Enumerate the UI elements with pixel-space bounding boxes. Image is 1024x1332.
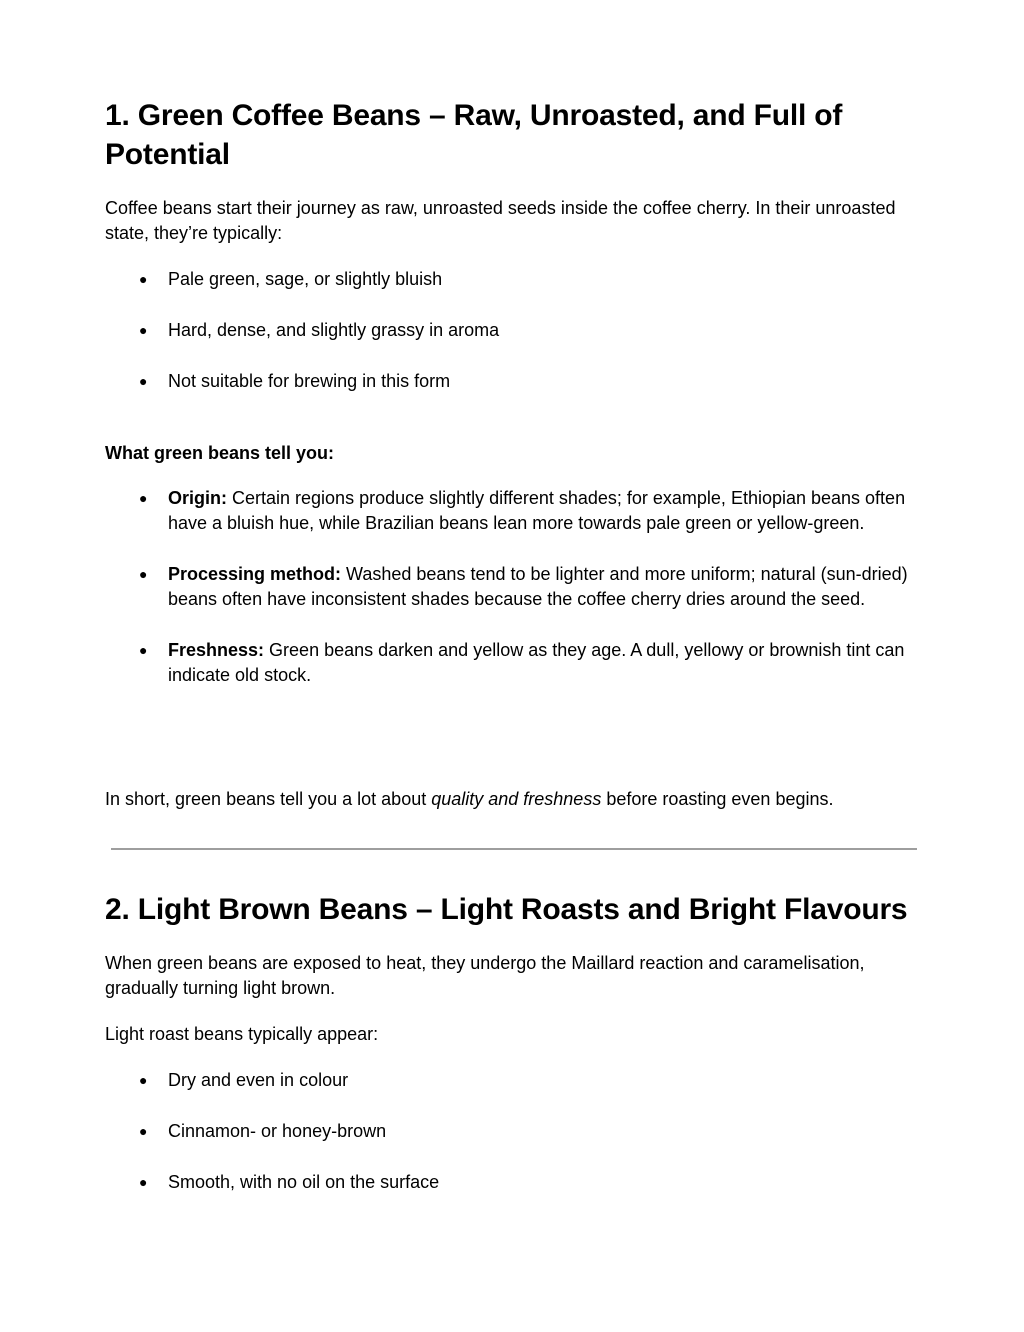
section-2-intro: When green beans are exposed to heat, they undergo the Maillard reaction and caramelisation, gradually turning light brown.	[105, 953, 865, 998]
list-item: ● Cinnamon- or honey-brown	[105, 1119, 925, 1144]
summary-emphasis: quality and freshness	[431, 789, 602, 809]
list-item	[105, 562, 925, 612]
bullet-icon: ●	[139, 1123, 148, 1139]
section-2-heading: 2. Light Brown Beans – Light Roasts and Bright Flavours	[105, 893, 908, 926]
bullet-icon: ●	[139, 373, 148, 389]
list-item: ● Dry and even in colour	[105, 1068, 925, 1093]
bullet-icon: ●	[139, 642, 148, 658]
section-2-trait-list	[105, 1068, 925, 1221]
list-item	[105, 486, 925, 536]
detail-text: Washed beans tend to be lighter and more uniform; natural (sun-dried) beans often have inconsistent shades because the coffee cherry dries around the seed.	[168, 564, 908, 609]
section-1-trait-list	[105, 267, 925, 420]
section-1-subheading: What green beans tell you:	[105, 443, 335, 463]
section-1-detail-list	[105, 486, 925, 714]
detail-label: Processing method:	[168, 564, 342, 584]
bullet-icon: ●	[139, 566, 148, 582]
bullet-icon: ●	[139, 322, 148, 338]
list-item: ● Hard, dense, and slightly grassy in aroma	[105, 318, 925, 343]
section-1-summary: In short, green beans tell you a lot about quality and freshness before roasting even begins.	[105, 789, 834, 809]
list-item: ● Not suitable for brewing in this form	[105, 369, 925, 394]
list-item: ● Pale green, sage, or slightly bluish	[105, 267, 925, 292]
detail-text: Certain regions produce slightly different shades; for example, Ethiopian beans often have a bluish hue, while Brazilian beans lean more towards pale green or yellow-green.	[168, 488, 906, 533]
bullet-icon: ●	[139, 490, 148, 506]
bullet-icon: ●	[139, 1174, 148, 1190]
bullet-icon: ●	[139, 1072, 148, 1088]
section-2-lead: Light roast beans typically appear:	[105, 1024, 379, 1044]
list-item	[105, 638, 925, 688]
detail-label: Freshness:	[168, 640, 265, 660]
list-item: ● Smooth, with no oil on the surface	[105, 1170, 925, 1195]
section-1-intro: Coffee beans start their journey as raw, unroasted seeds inside the coffee cherry. In their unroasted state, they’re typically:	[105, 198, 896, 243]
horizontal-rule	[111, 848, 917, 850]
detail-label: Origin:	[168, 488, 227, 508]
detail-text: Green beans darken and yellow as they age. A dull, yellowy or brownish tint can indicate old stock.	[168, 640, 905, 685]
section-1-heading: 1. Green Coffee Beans – Raw, Unroasted, and Full of Potential	[105, 99, 843, 171]
bullet-icon: ●	[139, 271, 148, 287]
